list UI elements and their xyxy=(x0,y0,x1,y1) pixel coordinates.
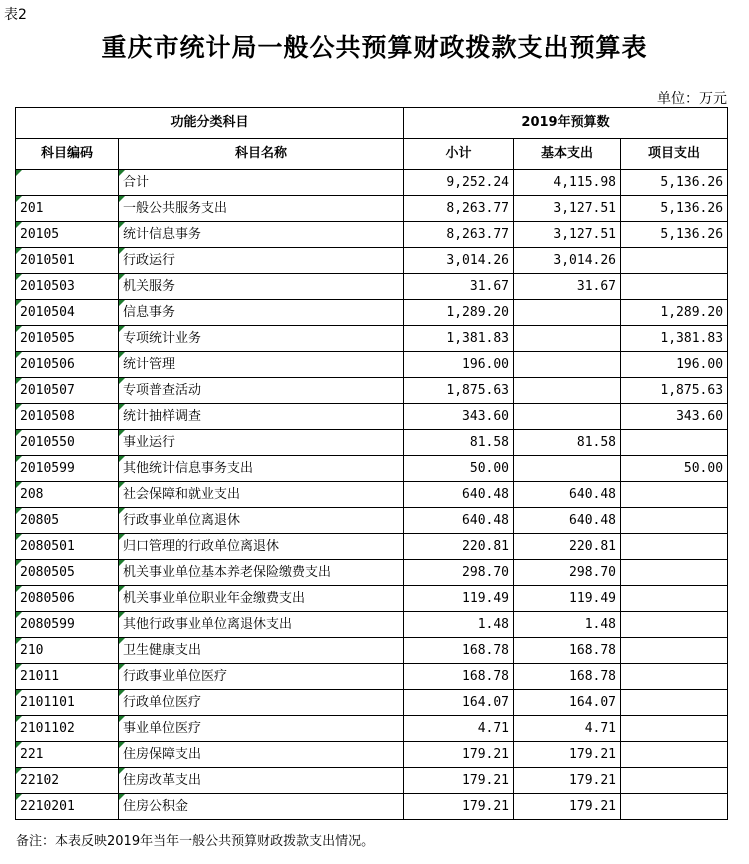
row-name: 归口管理的行政单位离退休 xyxy=(119,534,404,560)
row-basic xyxy=(514,404,621,430)
row-subtotal: 1,289.20 xyxy=(404,300,514,326)
row-basic: 4,115.98 xyxy=(514,170,621,196)
row-basic: 1.48 xyxy=(514,612,621,638)
row-subtotal: 196.00 xyxy=(404,352,514,378)
row-project xyxy=(621,560,728,586)
header-column-row xyxy=(16,139,728,170)
row-subtotal: 9,252.24 xyxy=(404,170,514,196)
row-subtotal: 4.71 xyxy=(404,716,514,742)
row-code: 2080505 xyxy=(16,560,119,586)
row-subtotal: 640.48 xyxy=(404,508,514,534)
table-row xyxy=(16,326,728,352)
row-code: 22102 xyxy=(16,768,119,794)
row-code: 2010505 xyxy=(16,326,119,352)
row-subtotal: 8,263.77 xyxy=(404,222,514,248)
row-project xyxy=(621,248,728,274)
row-code: 2010507 xyxy=(16,378,119,404)
header-func-group: 功能分类科目 xyxy=(16,108,404,139)
row-code: 2010550 xyxy=(16,430,119,456)
header-code: 科目编码 xyxy=(16,139,119,170)
row-basic xyxy=(514,456,621,482)
row-name: 行政单位医疗 xyxy=(119,690,404,716)
row-name: 一般公共服务支出 xyxy=(119,196,404,222)
row-code: 2010504 xyxy=(16,300,119,326)
row-subtotal: 8,263.77 xyxy=(404,196,514,222)
row-basic xyxy=(514,378,621,404)
row-basic: 640.48 xyxy=(514,482,621,508)
header-basic: 基本支出 xyxy=(514,139,621,170)
row-subtotal: 640.48 xyxy=(404,482,514,508)
row-basic: 298.70 xyxy=(514,560,621,586)
row-project: 196.00 xyxy=(621,352,728,378)
row-basic: 168.78 xyxy=(514,638,621,664)
row-project xyxy=(621,768,728,794)
row-project xyxy=(621,274,728,300)
row-basic: 168.78 xyxy=(514,664,621,690)
footnote: 备注：本表反映2019年当年一般公共预算财政拨款支出情况。 xyxy=(16,834,375,849)
row-name: 合计 xyxy=(119,170,404,196)
row-code: 2080599 xyxy=(16,612,119,638)
row-project xyxy=(621,742,728,768)
row-name: 行政事业单位离退休 xyxy=(119,508,404,534)
table-row xyxy=(16,638,728,664)
row-basic: 3,014.26 xyxy=(514,248,621,274)
row-subtotal: 179.21 xyxy=(404,742,514,768)
row-name: 其他行政事业单位离退休支出 xyxy=(119,612,404,638)
row-subtotal: 168.78 xyxy=(404,638,514,664)
row-subtotal: 31.67 xyxy=(404,274,514,300)
row-code: 2101102 xyxy=(16,716,119,742)
header-group-row xyxy=(16,108,728,139)
row-code: 201 xyxy=(16,196,119,222)
table-row xyxy=(16,742,728,768)
row-project xyxy=(621,664,728,690)
row-basic: 3,127.51 xyxy=(514,222,621,248)
row-code: 2080506 xyxy=(16,586,119,612)
row-name: 事业单位医疗 xyxy=(119,716,404,742)
table-row xyxy=(16,664,728,690)
row-code: 21011 xyxy=(16,664,119,690)
row-subtotal: 343.60 xyxy=(404,404,514,430)
table-row xyxy=(16,612,728,638)
row-subtotal: 119.49 xyxy=(404,586,514,612)
row-basic: 640.48 xyxy=(514,508,621,534)
row-name: 卫生健康支出 xyxy=(119,638,404,664)
row-name: 其他统计信息事务支出 xyxy=(119,456,404,482)
row-subtotal: 1.48 xyxy=(404,612,514,638)
row-subtotal: 1,875.63 xyxy=(404,378,514,404)
row-basic: 81.58 xyxy=(514,430,621,456)
row-code xyxy=(16,170,119,196)
row-subtotal: 179.21 xyxy=(404,794,514,820)
row-name: 机关服务 xyxy=(119,274,404,300)
header-name: 科目名称 xyxy=(119,139,404,170)
row-basic xyxy=(514,300,621,326)
row-project: 5,136.26 xyxy=(621,170,728,196)
row-basic: 179.21 xyxy=(514,742,621,768)
row-code: 2010508 xyxy=(16,404,119,430)
row-basic: 179.21 xyxy=(514,794,621,820)
row-code: 2010506 xyxy=(16,352,119,378)
row-subtotal: 168.78 xyxy=(404,664,514,690)
row-name: 社会保障和就业支出 xyxy=(119,482,404,508)
row-project xyxy=(621,612,728,638)
row-code: 221 xyxy=(16,742,119,768)
header-budget-group: 2019年预算数 xyxy=(404,108,728,139)
table-row xyxy=(16,716,728,742)
row-project xyxy=(621,638,728,664)
row-project: 1,381.83 xyxy=(621,326,728,352)
table-row xyxy=(16,170,728,196)
row-basic: 31.67 xyxy=(514,274,621,300)
header-subtotal: 小计 xyxy=(404,139,514,170)
table-row xyxy=(16,456,728,482)
row-code: 20105 xyxy=(16,222,119,248)
row-basic: 119.49 xyxy=(514,586,621,612)
row-name: 行政事业单位医疗 xyxy=(119,664,404,690)
row-name: 统计信息事务 xyxy=(119,222,404,248)
row-name: 行政运行 xyxy=(119,248,404,274)
table-row xyxy=(16,534,728,560)
row-name: 机关事业单位职业年金缴费支出 xyxy=(119,586,404,612)
row-project xyxy=(621,586,728,612)
row-subtotal: 50.00 xyxy=(404,456,514,482)
row-project: 1,875.63 xyxy=(621,378,728,404)
table-row xyxy=(16,482,728,508)
row-code: 2101101 xyxy=(16,690,119,716)
row-project xyxy=(621,534,728,560)
table-row xyxy=(16,378,728,404)
row-project: 1,289.20 xyxy=(621,300,728,326)
row-basic: 164.07 xyxy=(514,690,621,716)
row-project xyxy=(621,482,728,508)
row-name: 住房公积金 xyxy=(119,794,404,820)
row-project xyxy=(621,430,728,456)
unit-label: 单位：万元 xyxy=(657,91,727,107)
row-subtotal: 164.07 xyxy=(404,690,514,716)
row-project: 5,136.26 xyxy=(621,222,728,248)
row-code: 210 xyxy=(16,638,119,664)
row-basic: 179.21 xyxy=(514,768,621,794)
header-project: 项目支出 xyxy=(621,139,728,170)
page-title: 重庆市统计局一般公共预算财政拨款支出预算表 xyxy=(101,33,648,62)
row-code: 2010501 xyxy=(16,248,119,274)
table-row xyxy=(16,300,728,326)
row-name: 事业运行 xyxy=(119,430,404,456)
row-code: 2210201 xyxy=(16,794,119,820)
table-row xyxy=(16,404,728,430)
table-row xyxy=(16,690,728,716)
row-code: 2010503 xyxy=(16,274,119,300)
table-row xyxy=(16,196,728,222)
table-row xyxy=(16,560,728,586)
budget-table xyxy=(15,107,728,820)
row-project: 5,136.26 xyxy=(621,196,728,222)
row-basic: 220.81 xyxy=(514,534,621,560)
row-subtotal: 179.21 xyxy=(404,768,514,794)
row-subtotal: 1,381.83 xyxy=(404,326,514,352)
row-name: 信息事务 xyxy=(119,300,404,326)
budget-table-body xyxy=(16,170,728,820)
row-subtotal: 81.58 xyxy=(404,430,514,456)
row-project xyxy=(621,508,728,534)
table-row xyxy=(16,222,728,248)
row-code: 208 xyxy=(16,482,119,508)
row-project: 50.00 xyxy=(621,456,728,482)
table-row xyxy=(16,586,728,612)
table-label: 表2 xyxy=(4,7,27,23)
table-row xyxy=(16,768,728,794)
table-row xyxy=(16,794,728,820)
row-subtotal: 298.70 xyxy=(404,560,514,586)
table-row xyxy=(16,508,728,534)
table-row xyxy=(16,248,728,274)
table-row xyxy=(16,430,728,456)
row-code: 20805 xyxy=(16,508,119,534)
row-name: 住房保障支出 xyxy=(119,742,404,768)
row-project: 343.60 xyxy=(621,404,728,430)
row-project xyxy=(621,716,728,742)
row-name: 专项统计业务 xyxy=(119,326,404,352)
row-project xyxy=(621,794,728,820)
row-name: 机关事业单位基本养老保险缴费支出 xyxy=(119,560,404,586)
row-name: 住房改革支出 xyxy=(119,768,404,794)
table-row xyxy=(16,274,728,300)
row-basic xyxy=(514,352,621,378)
row-name: 专项普查活动 xyxy=(119,378,404,404)
row-subtotal: 220.81 xyxy=(404,534,514,560)
row-basic: 4.71 xyxy=(514,716,621,742)
row-name: 统计管理 xyxy=(119,352,404,378)
row-basic xyxy=(514,326,621,352)
table-row xyxy=(16,352,728,378)
row-name: 统计抽样调查 xyxy=(119,404,404,430)
row-subtotal: 3,014.26 xyxy=(404,248,514,274)
row-project xyxy=(621,690,728,716)
row-code: 2080501 xyxy=(16,534,119,560)
row-code: 2010599 xyxy=(16,456,119,482)
row-basic: 3,127.51 xyxy=(514,196,621,222)
